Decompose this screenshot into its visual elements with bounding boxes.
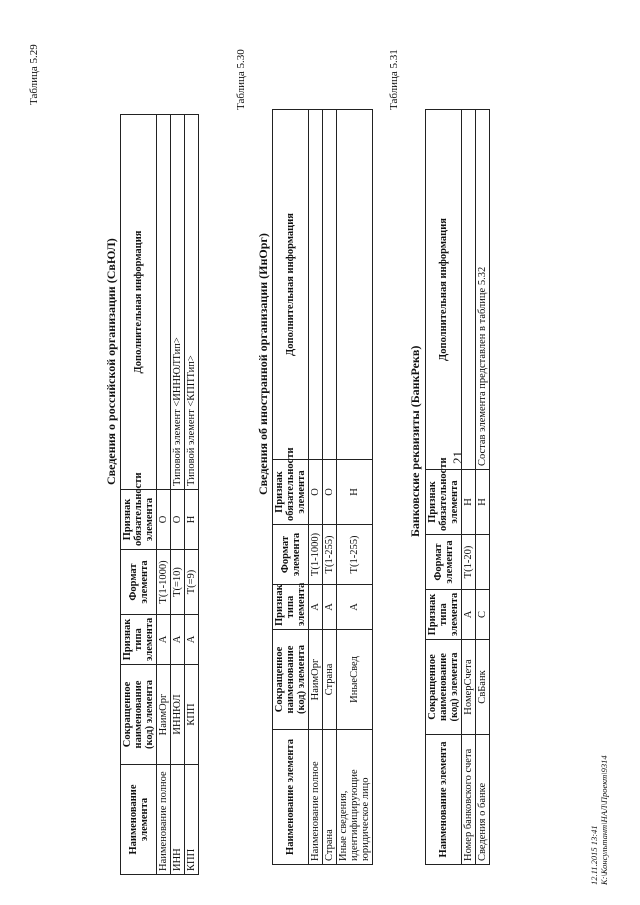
cell-code: КПП xyxy=(185,665,199,765)
column-header: Сокращенное наименование (код) элемента xyxy=(273,630,309,730)
cell-name: Наименование полное xyxy=(309,730,323,865)
cell-code: НаимОрг xyxy=(157,665,171,765)
cell-mandatory: О xyxy=(323,460,337,525)
table-row xyxy=(171,115,185,875)
table-row xyxy=(337,110,373,865)
cell-format: T(1-20) xyxy=(462,535,476,590)
cell-format: T(=9) xyxy=(185,550,199,615)
column-header: Дополнительная информация xyxy=(273,110,309,460)
page-number: 21 xyxy=(450,451,465,464)
table-row xyxy=(309,110,323,865)
cell-extra xyxy=(462,110,476,470)
cell-extra: Состав элемента представлен в таблице 5.32 xyxy=(476,110,490,470)
cell-extra xyxy=(323,110,337,460)
header-row xyxy=(121,115,157,875)
header-row xyxy=(426,110,462,865)
table-row xyxy=(157,115,171,875)
table-title: Банковские реквизиты (БанкРекв) xyxy=(408,345,422,537)
cell-name: Наименование полное xyxy=(157,765,171,875)
column-header: Сокращенное наименование (код) элемента xyxy=(121,665,157,765)
cell-type: А xyxy=(462,590,476,640)
cell-code: СвБанк xyxy=(476,640,490,735)
cell-code: НомерСчета xyxy=(462,640,476,735)
cell-format xyxy=(476,535,490,590)
cell-mandatory: Н xyxy=(337,460,373,525)
column-header: Формат элемента xyxy=(273,525,309,585)
cell-mandatory: Н xyxy=(185,490,199,550)
table-row xyxy=(323,110,337,865)
column-header: Дополнительная информация xyxy=(426,110,462,470)
cell-type: А xyxy=(171,615,185,665)
cell-format: T(=10) xyxy=(171,550,185,615)
column-header: Признак обязательности элемента xyxy=(121,490,157,550)
cell-mandatory: О xyxy=(309,460,323,525)
footer-path: К:\Консультант\НАЛ\Проект\9314 xyxy=(598,755,609,885)
cell-type: А xyxy=(157,615,171,665)
cell-extra: Типовой элемент <КППТип> xyxy=(185,115,199,490)
table-number: Таблица 5.30 xyxy=(235,49,247,110)
table-row xyxy=(462,110,476,865)
data-table xyxy=(120,114,199,875)
column-header: Признак типа элемента xyxy=(426,590,462,640)
cell-mandatory: Н xyxy=(462,470,476,535)
cell-code: ИныеСвед xyxy=(337,630,373,730)
table-row xyxy=(476,110,490,865)
cell-name: Страна xyxy=(323,730,337,865)
header-row xyxy=(273,110,309,865)
column-header: Признак обязательности элемента xyxy=(426,470,462,535)
table-row xyxy=(185,115,199,875)
cell-mandatory: О xyxy=(171,490,185,550)
cell-format: T(1-255) xyxy=(323,525,337,585)
cell-extra: Типовой элемент <ИННЮЛТип> xyxy=(171,115,185,490)
column-header: Дополнительная информация xyxy=(121,115,157,490)
footer-stamp xyxy=(590,755,610,885)
cell-code: ИННЮЛ xyxy=(171,665,185,765)
table-number: Таблица 5.31 xyxy=(388,49,400,110)
cell-name: Иные сведения, идентифицирующие юридическое лицо xyxy=(337,730,373,865)
column-header: Наименование элемента xyxy=(426,735,462,865)
cell-code: Страна xyxy=(323,630,337,730)
cell-extra xyxy=(309,110,323,460)
cell-type: А xyxy=(323,585,337,630)
cell-name: ИНН xyxy=(171,765,185,875)
data-table xyxy=(272,109,373,865)
cell-type: С xyxy=(476,590,490,640)
cell-type: А xyxy=(185,615,199,665)
cell-name: Номер банковского счета xyxy=(462,735,476,865)
cell-extra xyxy=(157,115,171,490)
column-header: Признак типа элемента xyxy=(121,615,157,665)
cell-name: КПП xyxy=(185,765,199,875)
column-header: Сокращенное наименование (код) элемента xyxy=(426,640,462,735)
column-header: Формат элемента xyxy=(426,535,462,590)
cell-format: T(1-1000) xyxy=(157,550,171,615)
column-header: Формат элемента xyxy=(121,550,157,615)
cell-type: А xyxy=(337,585,373,630)
table-number: Таблица 5.29 xyxy=(28,44,40,105)
cell-mandatory: Н xyxy=(476,470,490,535)
cell-type: А xyxy=(309,585,323,630)
footer-date: 12.11.2015 13:41 xyxy=(589,825,599,885)
cell-format: T(1-255) xyxy=(337,525,373,585)
cell-extra xyxy=(337,110,373,460)
table-title: Сведения о российской организации (СвЮЛ) xyxy=(104,238,118,485)
cell-mandatory: О xyxy=(157,490,171,550)
cell-code: НаимОрг xyxy=(309,630,323,730)
column-header: Признак типа элемента xyxy=(273,585,309,630)
cell-format: T(1-1000) xyxy=(309,525,323,585)
column-header: Признак обязательности элемента xyxy=(273,460,309,525)
data-table xyxy=(425,109,490,865)
cell-name: Сведения о банке xyxy=(476,735,490,865)
table-title: Сведения об иностранной организации (ИнОрг) xyxy=(256,233,270,495)
column-header: Наименование элемента xyxy=(273,730,309,865)
column-header: Наименование элемента xyxy=(121,765,157,875)
